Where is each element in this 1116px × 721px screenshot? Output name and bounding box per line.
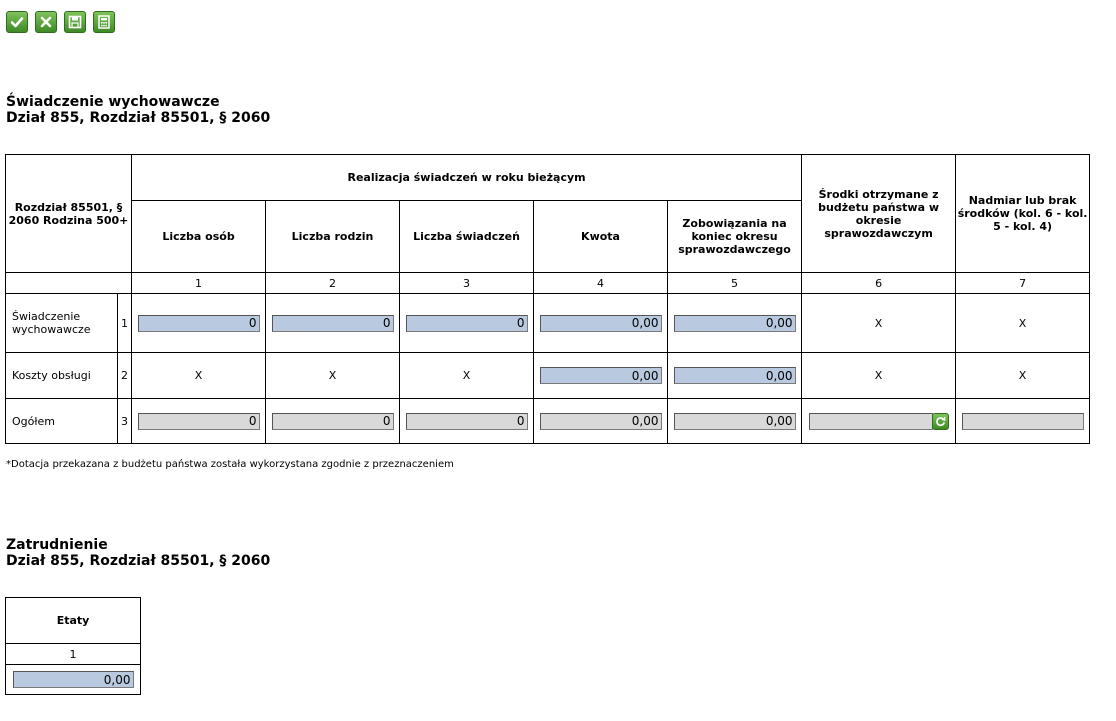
accept-button[interactable]	[6, 11, 28, 33]
save-icon	[68, 15, 82, 29]
calculate-button[interactable]	[93, 11, 115, 33]
column-number: 5	[668, 273, 802, 294]
liabilities-input[interactable]	[674, 315, 796, 332]
surplus-deficit-field	[962, 413, 1084, 430]
total-amount-field	[540, 413, 662, 430]
column-header-2: Liczba rodzin	[266, 201, 400, 273]
column-number: 3	[400, 273, 534, 294]
column-header-1: Liczba osób	[132, 201, 266, 273]
section-title: Zatrudnienie	[6, 537, 108, 553]
na-cell: X	[802, 353, 956, 399]
na-cell: X	[956, 353, 1090, 399]
column-header-6: Środki otrzymane z budżetu państwa w okresie sprawozdawczym	[802, 155, 956, 273]
table-row	[6, 294, 1090, 353]
column-header-3: Liczba świadczeń	[400, 201, 534, 273]
column-header-4: Kwota	[534, 201, 668, 273]
column-number: 4	[534, 273, 668, 294]
section-heading-benefit	[6, 94, 270, 126]
received-funds-group	[809, 413, 949, 430]
row-number: 1	[118, 294, 132, 353]
row-label: Koszty obsługi	[6, 353, 118, 399]
na-cell: X	[802, 294, 956, 353]
close-icon	[39, 15, 53, 29]
benefit-table	[5, 154, 1090, 444]
na-cell: X	[132, 353, 266, 399]
column-number: 1	[132, 273, 266, 294]
section-subtitle: Dział 855, Rozdział 85501, § 2060	[6, 553, 271, 569]
table-row	[6, 399, 1090, 444]
row-label: Świadczenie wychowawcze	[6, 294, 118, 353]
column-number: 2	[266, 273, 400, 294]
total-persons-field	[138, 413, 260, 430]
na-cell: X	[266, 353, 400, 399]
persons-count-input[interactable]	[138, 315, 260, 332]
benefits-count-input[interactable]	[406, 315, 528, 332]
toolbar	[6, 11, 115, 33]
column-number: 6	[802, 273, 956, 294]
fte-input[interactable]	[13, 671, 134, 688]
na-cell: X	[400, 353, 534, 399]
row-label: Ogółem	[6, 399, 118, 444]
column-header-5: Zobowiązania na koniec okresu sprawozdawczego	[668, 201, 802, 273]
section-heading-employment	[6, 537, 270, 569]
total-benefits-field	[406, 413, 528, 430]
corner-header: Rozdział 85501, § 2060 Rodzina 500+	[6, 155, 132, 273]
total-families-field	[272, 413, 394, 430]
column-number: 1	[6, 644, 141, 665]
column-number: 7	[956, 273, 1090, 294]
families-count-input[interactable]	[272, 315, 394, 332]
check-icon	[10, 15, 24, 29]
service-cost-amount-input[interactable]	[540, 367, 662, 384]
column-header-7: Nadmiar lub brak środków (kol. 6 - kol. 5 - kol. 4)	[956, 155, 1090, 273]
column-header-etaty: Etaty	[6, 598, 141, 644]
footnote: *Dotacja przekazana z budżetu państwa została wykorzystana zgodnie z przeznaczeniem	[6, 459, 454, 470]
employment-table	[5, 597, 141, 695]
refresh-icon	[935, 416, 946, 427]
section-title: Świadczenie wychowawcze	[6, 94, 220, 110]
row-number: 2	[118, 353, 132, 399]
save-button[interactable]	[64, 11, 86, 33]
cancel-button[interactable]	[35, 11, 57, 33]
received-funds-field	[809, 413, 933, 430]
calculator-icon	[97, 15, 111, 29]
section-subtitle: Dział 855, Rozdział 85501, § 2060	[6, 110, 271, 126]
service-cost-liabilities-input[interactable]	[674, 367, 796, 384]
row-number: 3	[118, 399, 132, 444]
table-row	[6, 353, 1090, 399]
refresh-button[interactable]	[932, 413, 949, 430]
column-number-blank	[6, 273, 132, 294]
amount-input[interactable]	[540, 315, 662, 332]
total-liabilities-field	[674, 413, 796, 430]
group-header: Realizacja świadczeń w roku bieżącym	[132, 155, 802, 201]
na-cell: X	[956, 294, 1090, 353]
